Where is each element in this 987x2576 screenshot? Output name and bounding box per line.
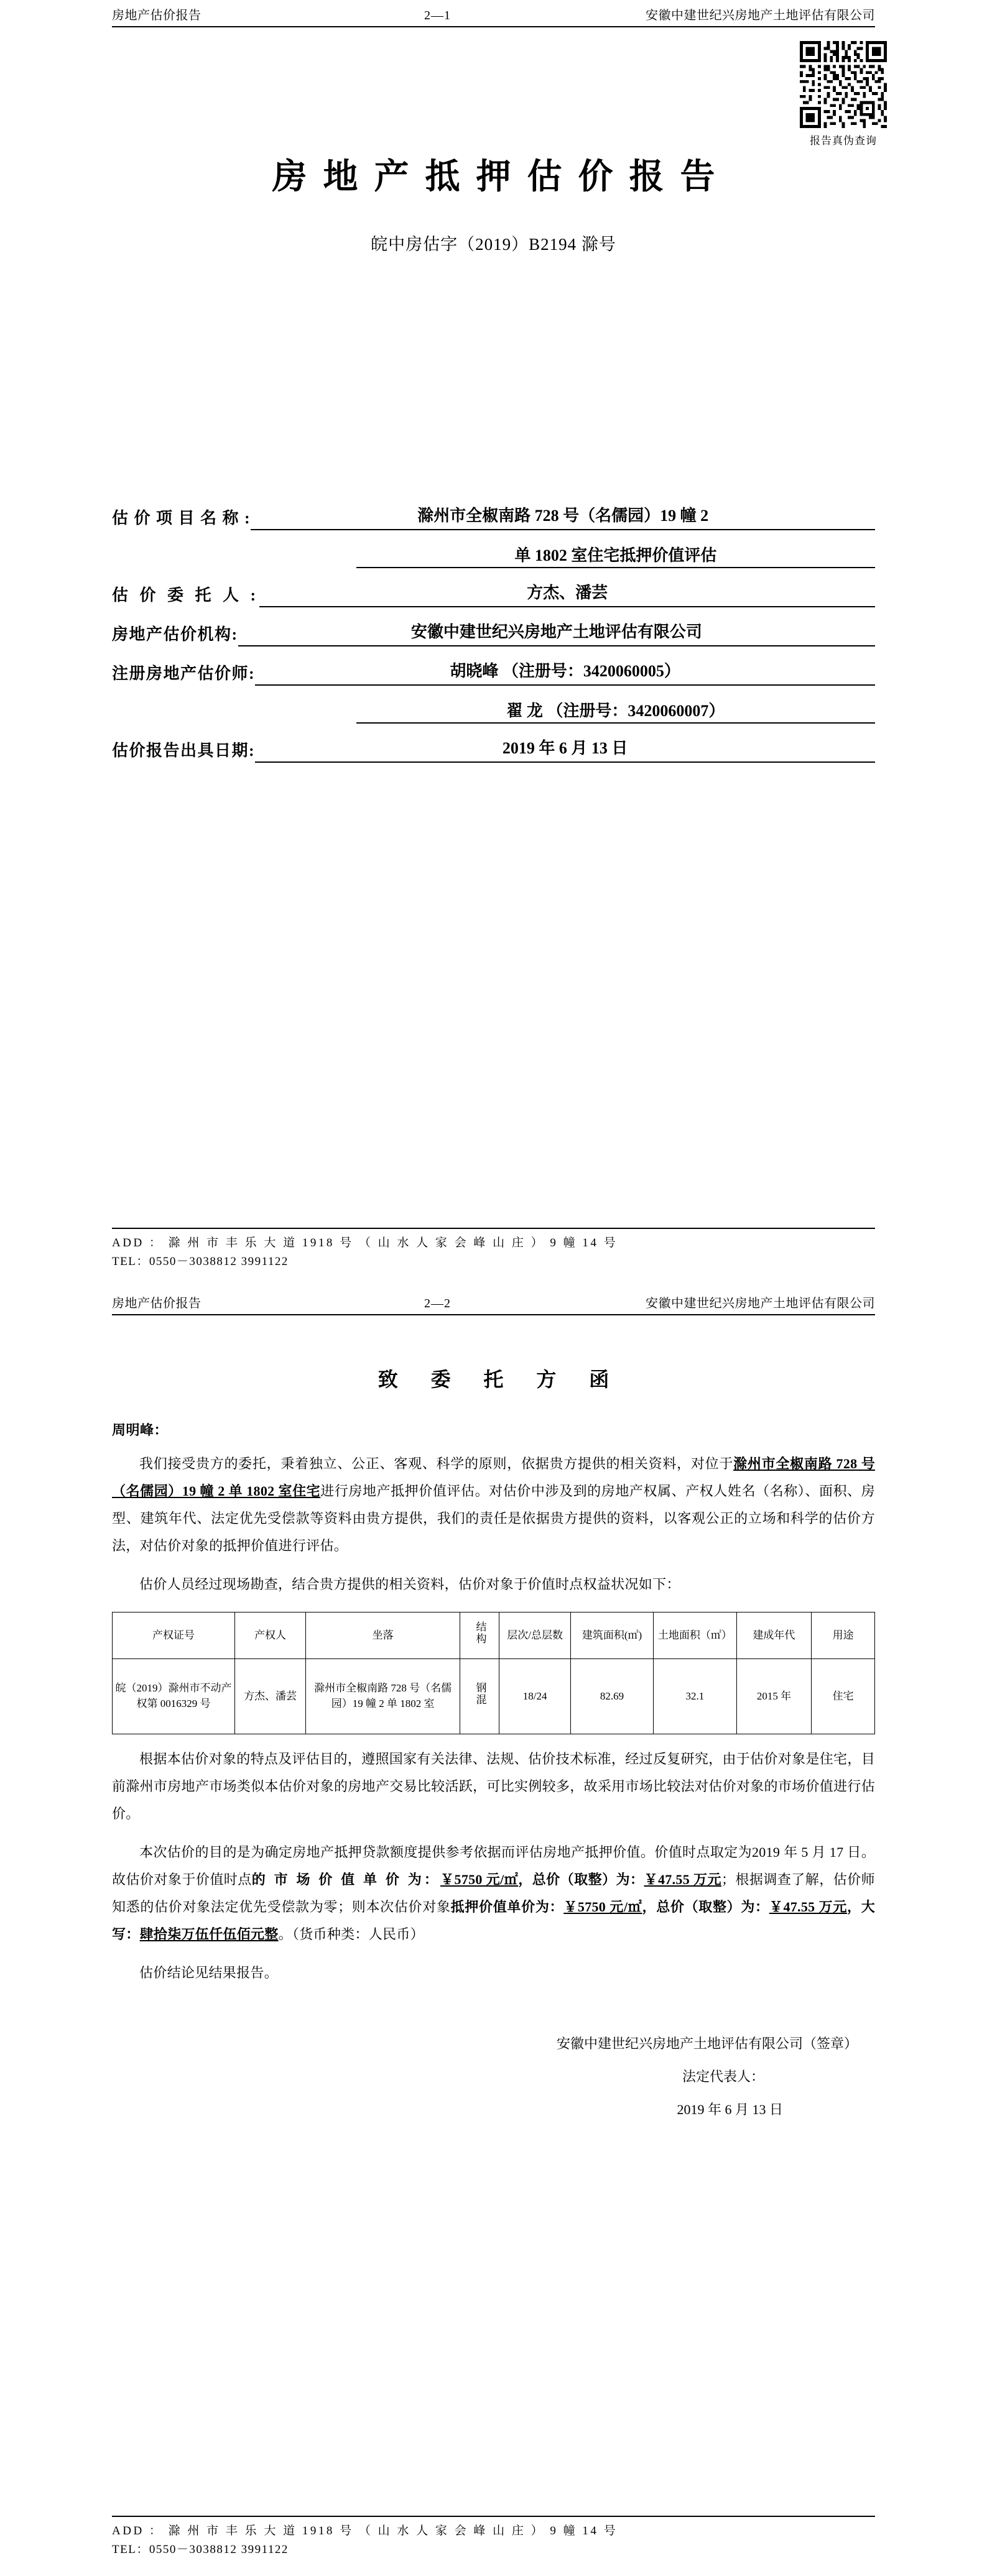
col-header-owner: 产权人: [234, 1612, 305, 1659]
para4-value-date: 2019 年 5 月 17 日: [751, 1844, 861, 1860]
letter-salutation: 周明峰：: [112, 1422, 169, 1438]
para4-market-value-label: 的 市 场 价 值 单 价 为：: [251, 1872, 441, 1887]
header-left-label: 房地产估价报告: [112, 9, 202, 22]
footer-telephone-p2: TEL：0550－3038812 3991122: [112, 2542, 289, 2556]
market-value-total-price: ￥47.55 万元: [644, 1872, 721, 1887]
para4-part-f: ，大写：: [112, 1899, 876, 1942]
col-header-floor: 层次/总层数: [499, 1612, 570, 1659]
table-header-row: [113, 1612, 875, 1659]
footer-address-p2: ADD ： 滁 州 市 丰 乐 大 道 1918 号 （ 山 水 人 家 会 峰 山 庄 ） 9 幢 14 号: [112, 2524, 618, 2538]
page-2-footer: [112, 2516, 875, 2559]
field-appraisal-agency-label: 房地产估价机构:: [112, 625, 238, 643]
page-title: 房地产抵押估价报告: [272, 157, 731, 196]
letter-paragraph-5: 估价结论见结果报告。: [139, 1965, 279, 1980]
footer-divider: [112, 1228, 875, 1229]
field-registered-appraiser: [112, 659, 875, 686]
para1-part-a: 我们接受贵方的委托，秉着独立、公正、客观、科学的原则，依据贵方提供的相关资料，对位于: [139, 1456, 734, 1471]
field-client-value[interactable]: 方杰、潘芸: [259, 581, 875, 607]
header-divider-p2: [112, 1314, 875, 1315]
field-registered-appraiser-value-line2[interactable]: 翟 龙 （注册号：3420060007）: [356, 698, 875, 724]
header-left-label-p2: 房地产估价报告: [112, 1297, 202, 1310]
footer-address: ADD ： 滁 州 市 丰 乐 大 道 1918 号 （ 山 水 人 家 会 峰 山 庄 ） 9 幢 14 号: [112, 1236, 618, 1250]
para1-part-b: 进行房地产抵押价值评估。对估价中涉及到的房地产权属、产权人姓名（名称）、面积、房型、建筑年代、法定优先受偿款等资料由贵方提供，我们的责任是依据贵方提供的资料，以客观公正的立场和科学的估价方法，对估价对象的抵押价值进行评估。: [112, 1483, 875, 1553]
cell-building-area: 82.69: [570, 1659, 653, 1734]
field-project-name-label: 估 价 项 目 名 称 :: [112, 509, 251, 527]
signature-block: [112, 2028, 875, 2126]
page-1-running-header: [112, 0, 875, 26]
field-project-name-value-line2[interactable]: 单 1802 室住宅抵押价值评估: [356, 543, 875, 568]
field-registered-appraiser-value[interactable]: 胡晓峰 （注册号：3420060005）: [255, 659, 875, 686]
cell-year-built: 2015 年: [736, 1659, 812, 1734]
field-report-date: [112, 736, 875, 763]
field-project-name: [112, 504, 875, 530]
para4-mortgage-value-label: 抵押价值单价为：: [450, 1899, 564, 1915]
property-details-table: [112, 1612, 875, 1734]
cell-structure-text: 钢混: [474, 1682, 486, 1706]
letter-paragraph-3: 根据本估价对象的特点及评估目的，遵照国家有关法律、法规、估价技术标准，经过反复研究，由于估价对象是住宅，目前滁州市房地产市场类似本估价对象的房地产交易比较活跃，可比实例较多，故采用市场比较法对估价对象的市场价值进行估价。: [112, 1751, 875, 1821]
page-2-letter: [0, 1288, 987, 2576]
header-divider: [112, 26, 875, 27]
footer-telephone: TEL：0550－3038812 3991122: [112, 1254, 289, 1268]
letter-paragraph-1: [112, 1450, 875, 1560]
col-header-building-area: 建筑面积(㎡): [570, 1612, 653, 1659]
col-header-year-built: 建成年代: [736, 1612, 812, 1659]
cell-location: 滁州市全椒南路 728 号（名儒园）19 幢 2 单 1802 室: [306, 1659, 460, 1734]
mortgage-value-total-price: ￥47.55 万元: [769, 1899, 848, 1915]
table-row: [113, 1659, 875, 1734]
letter-paragraph-4: [112, 1839, 875, 1948]
para4-part-a: 本次估价的目的是为确定房地产抵押贷款额度提供参考依据而评估房地产抵押价值。价值时点取定为: [139, 1844, 752, 1860]
para1-property-reference: 滁州市全椒南路 728 号（名儒园）19 幢 2 单 1802 室住宅: [112, 1456, 875, 1499]
header-company-name: 安徽中建世纪兴房地产土地评估有限公司: [646, 9, 875, 22]
letter-paragraph-2: 估价人员经过现场勘查，结合贵方提供的相关资料，估价对象于价值时点权益状况如下：: [139, 1576, 680, 1592]
cell-cert-no: 皖（2019）滁州市不动产权第 0016329 号: [113, 1659, 235, 1734]
field-project-name-continuation: [112, 543, 875, 568]
footer-divider-p2: [112, 2516, 875, 2517]
market-value-unit-price: ￥5750 元/㎡: [440, 1872, 519, 1887]
cell-owner: 方杰、潘芸: [234, 1659, 305, 1734]
qr-verification-block[interactable]: [796, 41, 891, 147]
para4-part-d: ；根据调查了解，估价师知悉的估价对象法定优先受偿款为零；则本次估价对象: [112, 1872, 875, 1915]
header-page-number: 2—1: [424, 9, 451, 22]
signature-legal-representative[interactable]: 法定代表人：: [682, 2068, 764, 2084]
col-header-use: 用途: [812, 1612, 875, 1659]
col-header-location: 坐落: [306, 1612, 460, 1659]
report-number: 皖中房估字（2019）B2194 滁号: [371, 235, 616, 254]
field-registered-appraiser-label: 注册房地产估价师:: [112, 665, 256, 683]
field-appraisal-agency-value[interactable]: 安徽中建世纪兴房地产土地评估有限公司: [238, 620, 875, 646]
cell-floor: 18/24: [499, 1659, 570, 1734]
para4-part-g: 。（货币种类：人民币）: [278, 1926, 424, 1942]
cell-land-area: 32.1: [654, 1659, 736, 1734]
letter-title: 致 委 托 方 函: [378, 1368, 623, 1391]
para4-part-b: 。故估价对象于价值时点: [112, 1844, 875, 1887]
field-client-label: 估 价 委 托 人 :: [112, 586, 260, 604]
signature-company: 安徽中建世纪兴房地产土地评估有限公司（签章）: [556, 2036, 858, 2051]
para4-part-e: ，总价（取整）为：: [642, 1899, 769, 1915]
col-header-cert-no: 产权证号: [113, 1612, 235, 1659]
para4-part-c: ，总价（取整）为：: [518, 1872, 644, 1887]
field-project-name-value[interactable]: 滁州市全椒南路 728 号（名儒园）19 幢 2: [251, 504, 875, 530]
col-header-land-area: 土地面积（㎡）: [654, 1612, 736, 1659]
cell-structure: [460, 1659, 499, 1734]
field-client: [112, 581, 875, 607]
mortgage-value-amount-chinese: 肆拾柒万伍仟伍佰元整: [139, 1926, 279, 1942]
page-1-footer: [112, 1228, 875, 1271]
signature-date: 2019 年 6 月 13 日: [677, 2101, 783, 2117]
cover-field-list: [112, 504, 875, 763]
col-header-structure-text: 结构: [474, 1621, 486, 1645]
qr-caption: 报告真伪查询: [810, 135, 877, 147]
property-table-body: [113, 1659, 875, 1734]
property-table-header: [113, 1612, 875, 1659]
field-appraisal-agency: [112, 620, 875, 646]
field-report-date-value[interactable]: 2019 年 6 月 13 日: [255, 736, 875, 763]
mortgage-value-unit-price: ￥5750 元/㎡: [563, 1899, 642, 1915]
header-page-number-p2: 2—2: [424, 1297, 451, 1310]
col-header-structure: [460, 1612, 499, 1659]
field-report-date-label: 估价报告出具日期:: [112, 742, 256, 760]
header-company-name-p2: 安徽中建世纪兴房地产土地评估有限公司: [646, 1297, 875, 1310]
page-2-running-header: [112, 1288, 875, 1314]
cell-use: 住宅: [812, 1659, 875, 1734]
field-registered-appraiser-continuation: [112, 698, 875, 724]
qr-code-icon[interactable]: [800, 41, 887, 128]
